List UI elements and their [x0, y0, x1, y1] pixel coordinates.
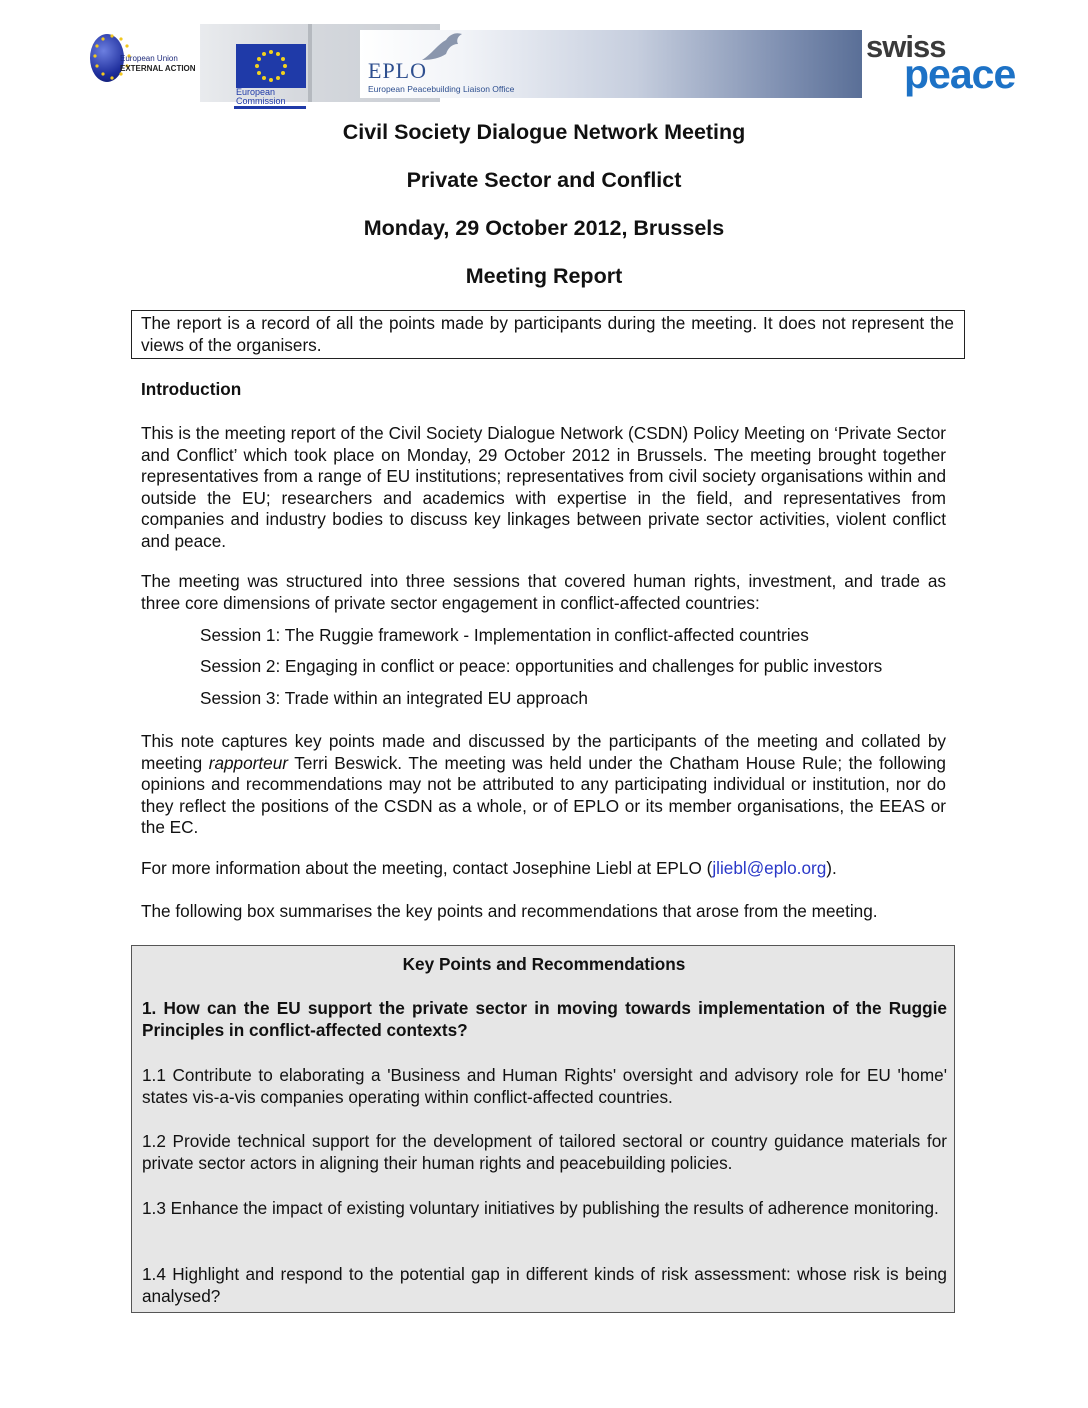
- disclaimer-box: The report is a record of all the points made by participants during the meeting. It does not represent the views of the organisers.: [131, 310, 965, 359]
- intro-paragraph-5: The following box summarises the key points and recommendations that arose from the meeting.: [141, 901, 878, 921]
- session-item-1: Session 1: The Ruggie framework - Implementation in conflict-affected countries: [200, 625, 809, 645]
- header-logo-strip: [88, 18, 1018, 110]
- intro-paragraph-1: This is the meeting report of the Civil Society Dialogue Network (CSDN) Policy Meeting on ‘Private Sector and Conflict’ which took place on Monday, 29 October 2012 in Brussels. The meeting brought together representatives from a range of EU institutions; representatives from civil society organisations within and outside the EU; researchers and academics with expertise in the field, and representatives from companies and industry bodies to discuss key linkages between private sector activities, violent conflict and peace.: [141, 423, 946, 551]
- introduction-heading: Introduction: [141, 379, 242, 399]
- swisspeace-logo-part2: peace: [904, 51, 1016, 97]
- contact-text: For more information about the meeting, contact Josephine Liebl at EPLO (: [141, 858, 713, 878]
- eu-flag-icon: [236, 44, 306, 88]
- intro-paragraph-3-end: Terri Beswick. The meeting was held under the Chatham House Rule; the following opinions and recommendations may not be attributed to any participating individual or institution, nor do they reflect the positions of the CSDN as a whole, or of EPLO or its member organisations, the EEAS or the EC.: [141, 752, 946, 837]
- key-point-1-4: 1.4 Highlight and respond to the potential gap in different kinds of risk assessment: whose risk is being analysed?: [142, 1264, 947, 1306]
- title-line-2: Private Sector and Conflict: [406, 168, 682, 192]
- eplo-logo: [360, 18, 870, 110]
- key-points-box: [131, 945, 955, 1313]
- eplo-logo-subtitle: European Peacebuilding Liaison Office: [368, 84, 515, 94]
- intro-paragraph-3-start: This note captures key points made and discussed by the participants of the meeting and collated by meeting: [141, 731, 946, 773]
- contact-email-link[interactable]: jliebl@eplo.org: [712, 858, 827, 878]
- ec-logo-line1: European: [236, 87, 276, 97]
- contact-text-end: ).: [826, 858, 837, 878]
- key-point-1-1: 1.1 Contribute to elaborating a 'Business and Human Rights' oversight and advisory role for EU 'home' states vis-a-vis companies operating within conflict-affected countries.: [142, 1065, 947, 1107]
- swisspeace-logo: [864, 30, 1020, 98]
- title-line-1: Civil Society Dialogue Network Meeting: [342, 120, 746, 144]
- key-points-question-1: 1. How can the EU support the private sector in moving towards implementation of the Ruggie Principles in conflict-affected contexts?: [142, 998, 947, 1040]
- rapporteur-italic: rapporteur: [208, 752, 289, 773]
- key-points-title: Key Points and Recommendations: [402, 954, 686, 974]
- intro-paragraph-2: The meeting was structured into three sessions that covered human rights, investment, and trade as three core dimensions of private sector engagement in conflict-affected countries:: [141, 571, 946, 613]
- ec-logo-text: [236, 88, 286, 106]
- key-point-1-3: 1.3 Enhance the impact of existing voluntary initiatives by publishing the results of adherence monitoring.: [142, 1198, 939, 1218]
- ec-logo-line2: Commission: [236, 96, 286, 106]
- ec-logo-underline: [234, 106, 306, 109]
- session-item-2: Session 2: Engaging in conflict or peace: opportunities and challenges for public investors: [200, 656, 883, 676]
- title-line-3: Monday, 29 October 2012, Brussels: [363, 216, 725, 240]
- intro-paragraph-3: [141, 731, 946, 839]
- eeas-logo-text: [120, 54, 196, 74]
- eplo-logo-name: EPLO: [368, 58, 427, 83]
- eeas-logo: [88, 32, 200, 92]
- eeas-logo-line2: EXTERNAL ACTION: [120, 64, 196, 73]
- swisspeace-logo-part1: swiss: [866, 29, 946, 64]
- eeas-logo-line1: European Union: [120, 54, 178, 63]
- title-line-4: Meeting Report: [465, 264, 623, 288]
- key-point-1-2: 1.2 Provide technical support for the development of tailored sectoral or country guidance materials for private sector actors in aligning their human rights and peacebuilding policies.: [142, 1131, 947, 1173]
- intro-paragraph-4: [141, 858, 946, 880]
- session-item-3: Session 3: Trade within an integrated EU approach: [200, 688, 588, 708]
